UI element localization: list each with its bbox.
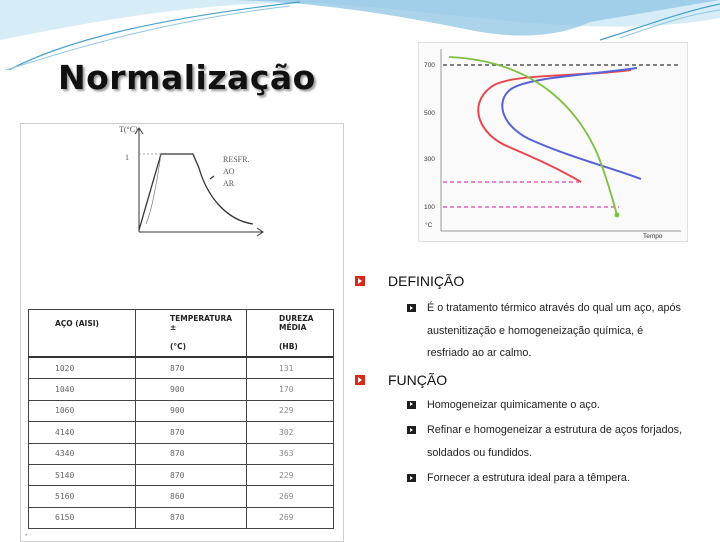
cell-hardness: 269 (247, 486, 334, 507)
table-header-row-units (29, 336, 334, 357)
ttt-y-tick: 700 (424, 62, 435, 69)
cell-hardness: 170 (247, 379, 334, 400)
ttt-y-tick: 100 (424, 204, 435, 211)
heat-cycle-diagram (21, 124, 343, 254)
cell-hardness: 229 (247, 400, 334, 421)
ttt-finish-curve (502, 68, 641, 179)
slide-title: Normalização (58, 58, 316, 97)
cell-temperature: 900 (136, 400, 247, 421)
ttt-start-curve (478, 70, 631, 182)
black-arrow-bullet-icon (407, 426, 416, 434)
table-footnote: * (25, 534, 28, 540)
hardness-table (28, 309, 334, 529)
red-arrow-bullet-icon (355, 276, 365, 286)
cycle-y-tick: 1 (125, 153, 129, 162)
table-row (29, 443, 334, 464)
cell-hardness: 269 (247, 507, 334, 528)
ttt-x-label: Tempo (643, 233, 663, 240)
funcao-text-2: Refinar e homogeneizar a estrutura de aços forjados, soldados ou fundidos. (427, 424, 683, 459)
ttt-y-unit: °C (425, 222, 433, 229)
cell-hardness: 302 (247, 422, 334, 443)
cycle-legend-line-3: AR (223, 179, 235, 188)
cycle-legend-line-2: AO (223, 167, 235, 176)
cell-hardness: 363 (247, 443, 334, 464)
section-funcao (352, 369, 692, 490)
list-item (352, 394, 692, 417)
ttt-diagram-canvas (419, 43, 687, 241)
ttt-cooling-curve (449, 57, 617, 215)
cell-steel: 6150 (29, 507, 136, 528)
header-temperature: TEMPERATURA ± (136, 310, 247, 337)
cell-temperature: 860 (136, 486, 247, 507)
legend-pointer-icon (210, 176, 214, 179)
text-content (352, 270, 692, 490)
definicao-heading: DEFINIÇÃO (388, 273, 465, 289)
cell-steel: 1040 (29, 379, 136, 400)
cycle-legend-line-1: RESFR. (223, 155, 250, 164)
cell-hardness: 131 (247, 357, 334, 379)
header-steel: AÇO (AISI) (29, 310, 136, 337)
cell-hardness: 229 (247, 464, 334, 485)
section-definicao (352, 270, 692, 365)
cycle-y-label: T(°C) (119, 125, 138, 134)
section-heading-funcao (352, 369, 692, 391)
table-row (29, 379, 334, 400)
cell-steel: 4140 (29, 422, 136, 443)
cell-steel: 1020 (29, 357, 136, 379)
cell-temperature: 870 (136, 357, 247, 379)
air-cooling-curve (199, 168, 253, 224)
black-arrow-bullet-icon (407, 304, 416, 312)
normalizing-figure (20, 123, 344, 542)
list-item (352, 297, 692, 365)
header-steel-unit (29, 336, 136, 357)
funcao-text-3: Fornecer a estrutura ideal para a têmpera. (427, 472, 630, 484)
funcao-text-1: Homogeneizar quimicamente o aço. (427, 398, 600, 411)
table-header-row (29, 310, 334, 337)
ttt-y-tick: 300 (424, 156, 435, 163)
list-item (352, 467, 692, 490)
table-row (29, 486, 334, 507)
funcao-heading: FUNÇÃO (388, 371, 448, 388)
black-arrow-bullet-icon (407, 474, 416, 482)
cell-temperature: 900 (136, 379, 247, 400)
black-arrow-bullet-icon (407, 401, 416, 409)
cell-steel: 5140 (29, 464, 136, 485)
ttt-diagram (418, 42, 688, 242)
funcao-list (352, 394, 692, 490)
cell-temperature: 870 (136, 464, 247, 485)
table-row (29, 357, 334, 379)
ttt-y-tick: 500 (424, 110, 435, 117)
header-hardness: DUREZA MÉDIA (247, 310, 334, 337)
definicao-list (352, 297, 692, 365)
cell-steel: 4340 (29, 443, 136, 464)
definicao-text: É o tratamento térmico através do qual um aço, após austenitização e homogeneização química, é resfriado ao ar calmo. (427, 302, 681, 359)
section-heading-definicao (352, 270, 692, 292)
cell-temperature: 870 (136, 507, 247, 528)
cell-steel: 1060 (29, 400, 136, 421)
ttt-cooling-end-dot (615, 213, 620, 218)
heating-curve-inner (146, 154, 161, 224)
table-row (29, 422, 334, 443)
header-temperature-unit: (°C) (136, 336, 247, 357)
header-hardness-unit: (HB) (247, 336, 334, 357)
cell-temperature: 870 (136, 443, 247, 464)
list-item (352, 419, 692, 464)
cell-steel: 5160 (29, 486, 136, 507)
table-row (29, 507, 334, 528)
red-arrow-bullet-icon (355, 375, 365, 385)
table-row (29, 400, 334, 421)
table-row (29, 464, 334, 485)
cell-temperature: 870 (136, 422, 247, 443)
